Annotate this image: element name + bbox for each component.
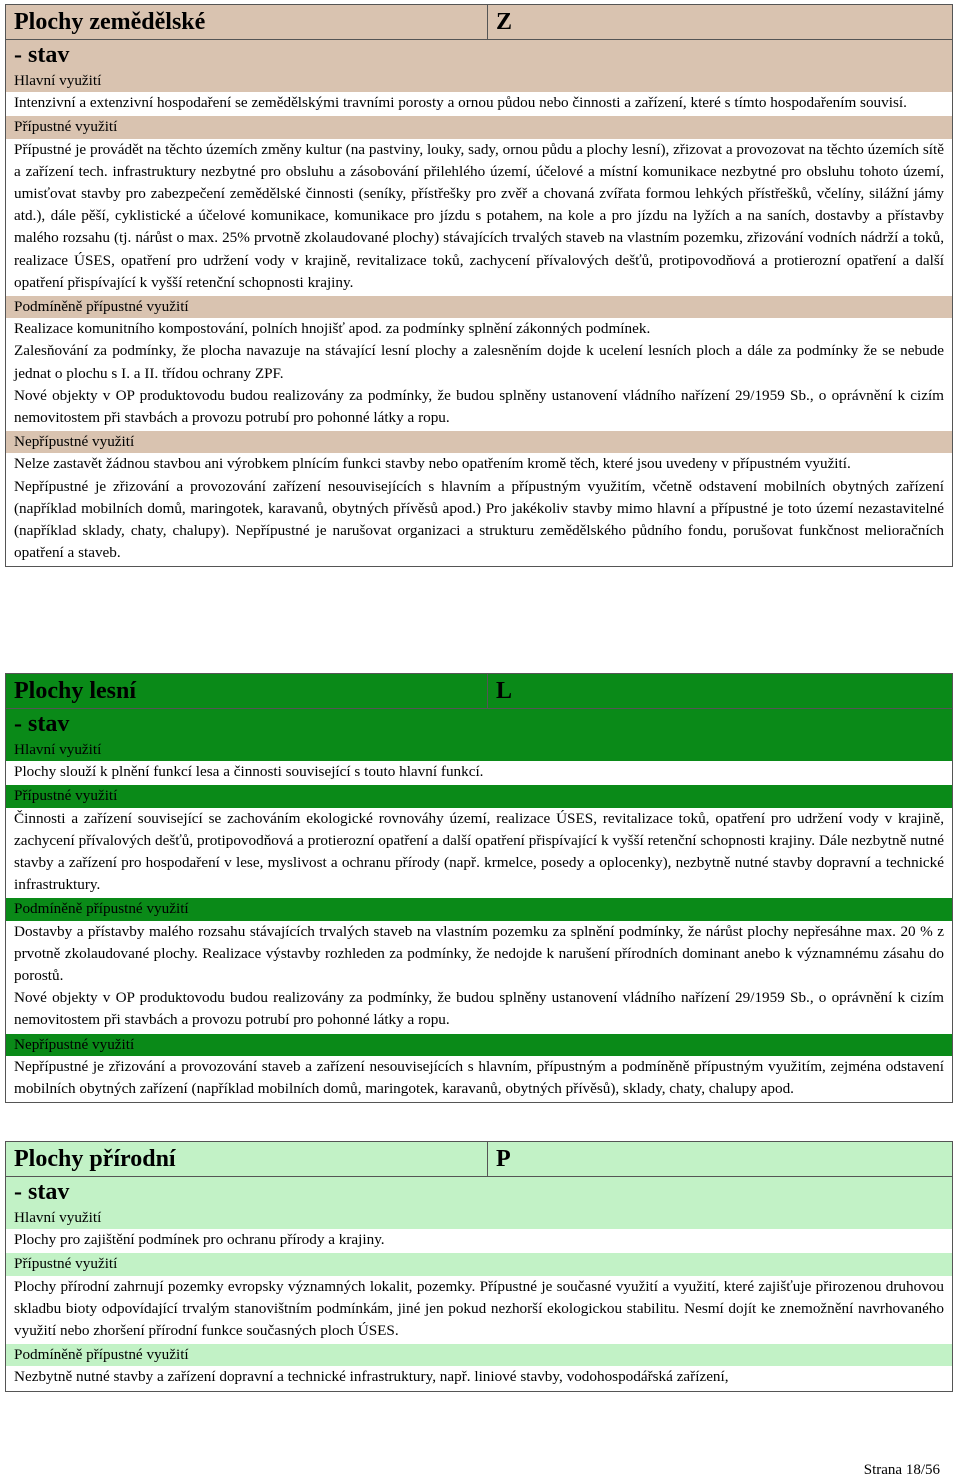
- section-plochy-zemedelske: [5, 4, 953, 567]
- section-title: Plochy lesní: [14, 678, 137, 704]
- block-paragraph: Nelze zastavět žádnou stavbou ani výrobkem plnícím funkci stavby nebo opatřením kromě těch, které jsou uvedeny v přípustném využití.: [14, 455, 851, 473]
- block-paragraph: Nezbytně nutné stavby a zařízení dopravní a technické infrastruktury, např. liniové stavby, vodohospodářská zařízení,: [14, 1368, 729, 1386]
- section-subtitle: - stav: [6, 40, 952, 70]
- section-plochy-lesni: [5, 673, 953, 1103]
- section-header: [6, 1142, 952, 1177]
- block-label: Nepřípustné využití: [6, 1034, 952, 1056]
- block-paragraph: Plochy pro zajištění podmínek pro ochranu přírody a krajiny.: [14, 1231, 385, 1249]
- block-paragraph: Nepřípustné je zřizování a provozování zařízení nesouvisejících s hlavním a přípustným využitím, včetně odstavení mobilních obytných zařízení (například mobilních domů, maringotek, karavanů, obytných přívěsů apod.) Pro jakékoliv stavby mimo hlavní a přípustné je toto území nezastavitelné (například sklady, chaty, chalupy). Nepřípustné je narušovat organizaci a strukturu zemědělského půdního fondu, porušovat funkčnost melioračních opatření a staveb.: [14, 477, 944, 562]
- block-paragraph: Realizace komunitního kompostování, polních hnojišť apod. za podmínky splnění zákonných podmínek.: [14, 320, 651, 338]
- block-paragraph: Činnosti a zařízení související se zachováním ekologické rovnováhy území, realizace ÚSES, revitalizace toků, opatření pro udržení vody v krajině, zachycení přívalových dešťů, protipovodňová a protierozní opatření a další opatření přispívající k vyšší retenční schopnosti krajiny. Dále nezbytně nutné stavby a zařízení pro hospodaření v lese, myslivost a ochranu přírody (např. krmelce, posedy a oplocenky), nezbytně nutné stavby dopravní a technické infrastruktury.: [14, 809, 944, 894]
- block-body: [6, 761, 952, 785]
- section-title: Plochy přírodní: [14, 1146, 176, 1172]
- block-body: [6, 921, 952, 1034]
- block-body: [6, 92, 952, 116]
- section-code: L: [487, 674, 952, 708]
- section-plochy-prirodni: [5, 1141, 953, 1392]
- block-paragraph: Plochy přírodní zahrnují pozemky evropsky významných lokalit, pozemky. Přípustné je současné využití a využití, které zajišťuje přirozenou druhovou skladbu bioty odpovídající trvalým stanovištním podmínkám, jiné jen pokud nezhorší ekologickou stabilitu. Nesmí dojít ke znemožnění navrhovaného využití nebo zhoršení přírodní funkce současných ploch ÚSES.: [14, 1277, 944, 1340]
- block-label: Podmíněně přípustné využití: [6, 898, 952, 920]
- block-body: [6, 1366, 952, 1390]
- section-title: Plochy zemědělské: [14, 9, 206, 35]
- block-body: [6, 453, 952, 566]
- block-paragraph: Nepřípustné je zřizování a provozování staveb a zařízení nesouvisejících s hlavním, přípustným a podmíněně přípustným využitím, zejména odstavení mobilních obytných zařízení (například mobilních domů, maringotek, karavanů, obytných přívěsů), sklady, chaty, chalupy apod.: [14, 1057, 944, 1098]
- block-label: Hlavní využití: [6, 739, 952, 761]
- block-label: Nepřípustné využití: [6, 431, 952, 453]
- block-label: Přípustné využití: [6, 116, 952, 138]
- block-body: [6, 1276, 952, 1345]
- block-body: [6, 1229, 952, 1253]
- block-paragraph: Plochy slouží k plnění funkcí lesa a činnosti související s touto hlavní funkcí.: [14, 763, 484, 781]
- block-paragraph: Dostavby a přístavby malého rozsahu stávajících trvalých staveb na vlastním pozemku za splnění podmínky, že nárůst plochy nepřesáhne max. 20 % z prvotně zkolaudované plochy. Realizace výstavby rozhleden za podmínky, že nedojde k narušení přírodních dominant anebo k významnému zásahu do porostů.: [14, 922, 944, 985]
- section-header: [6, 5, 952, 40]
- block-label: Podmíněně přípustné využití: [6, 1344, 952, 1366]
- block-label: Přípustné využití: [6, 1253, 952, 1275]
- block-paragraph: Přípustné je provádět na těchto územích změny kultur (na pastviny, louky, sady, ornou půdu a plochy lesní), zřizovat a provozovat na těchto územích sítě a zařízení tech. infrastruktury nezbytné pro obsluhu a zásobování přilehlého území, účelové a místní komunikace nezbytné pro obsluhu tohoto území, umisťovat stavby pro zabezpečení zemědělské činnosti (seníky, přístřešky pro zvěř a chovaná zvířata formou lehkých přístřešků, včelíny, silážní jámy atd.), dále pěší, cyklistické a účelové komunikace, komunikace pro jízdu s potahem, na kole a pro jízdu na lyžích a na saních, dostavby a přístavby malého rozsahu (tj. nárůst o max. 25% prvotně zkolaudované plochy) stávajících trvalých staveb na vlastním pozemku, zřizování vodních nádrží a toků, realizace ÚSES, opatření pro udržení vody v krajině, revitalizace toků, zachycení přívalových dešťů, protipovodňová a protierozní opatření a další opatření přispívající k vyšší retenční schopnosti krajiny.: [14, 140, 944, 291]
- section-subtitle: - stav: [6, 1177, 952, 1207]
- block-paragraph: Zalesňování za podmínky, že plocha navazuje na stávající lesní plochy a zalesněním dojde k ucelení lesních ploch a dále za podmínky že se nebude jednat o plochu s I. a II. třídou ochrany ZPF.: [14, 342, 944, 382]
- section-code: P: [487, 1142, 952, 1176]
- block-label: Podmíněně přípustné využití: [6, 296, 952, 318]
- block-body: [6, 808, 952, 899]
- block-body: [6, 139, 952, 296]
- section-subtitle: - stav: [6, 709, 952, 739]
- block-paragraph: Intenzivní a extenzivní hospodaření se zemědělskými travními porosty a ornou půdou nebo činnosti a zařízení, které s tímto hospodařením souvisí.: [14, 94, 907, 112]
- block-paragraph: Nové objekty v OP produktovodu budou realizovány za podmínky, že budou splněny ustanovení vládního nařízení 29/1959 Sb., o oprávnění k cizím nemovitostem při stavbách a provozu potrubí pro pohonné látky a ropu.: [14, 989, 944, 1029]
- block-label: Hlavní využití: [6, 1207, 952, 1229]
- section-header: [6, 674, 952, 709]
- block-body: [6, 1056, 952, 1102]
- section-code: Z: [487, 5, 952, 39]
- block-label: Přípustné využití: [6, 785, 952, 807]
- page-number: Strana 18/56: [863, 1462, 940, 1478]
- block-paragraph: Nové objekty v OP produktovodu budou realizovány za podmínky, že budou splněny ustanovení vládního nařízení 29/1959 Sb., o oprávnění k cizím nemovitostem při stavbách a provozu potrubí pro pohonné látky a ropu.: [14, 386, 944, 427]
- block-body: [6, 318, 952, 431]
- block-label: Hlavní využití: [6, 70, 952, 92]
